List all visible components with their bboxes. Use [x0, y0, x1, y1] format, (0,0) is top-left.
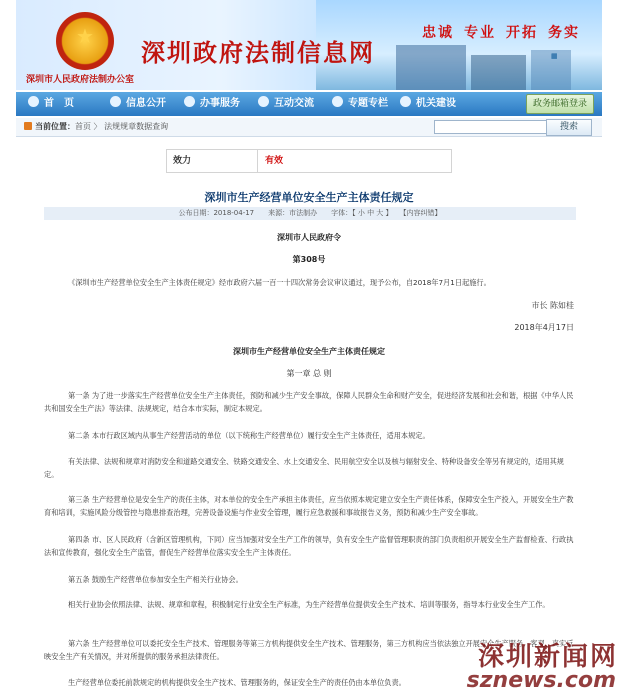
article-paragraph: 有关法律、法规和规章对消防安全和道路交通安全、铁路交通安全、水上交通安全、民用航空安全以及核与辐射安全、特种设备安全等另有规定的，适用其规定。	[44, 457, 564, 479]
article-paragraph: 第五条 鼓励生产经营单位参加安全生产相关行业协会。	[68, 575, 243, 584]
sznews-watermark: 深圳新闻网 sznews.com	[466, 642, 618, 693]
nav-organization[interactable]: 机关建设	[400, 92, 456, 116]
order-number: 第308号	[292, 255, 326, 264]
document-meta: 公布日期：2018-04-17 来源：市法制办 字体：【 小 中 大 】 【内容纠错】	[44, 207, 576, 220]
article-paragraph: 相关行业协会依照法律、法规、规章和章程，积极制定行业安全生产标准，为生产经营单位提供安全生产技术、培训等服务，指导本行业安全生产工作。	[68, 600, 550, 609]
nav-home[interactable]: 首 页	[28, 92, 74, 116]
article-paragraph: 第三条 生产经营单位是安全生产的责任主体，对本单位的安全生产承担主体责任，应当依照本规定建立安全生产责任体系，保障安全生产投入，开展安全生产教育和培训，实施风险分级管控与隐患排查治理，完善设备设施与作业安全管理，履行应急救援和事故报告义务，预防和减少生产安全事故。	[44, 495, 574, 517]
service-icon	[184, 96, 195, 107]
building-icon	[400, 96, 411, 107]
home-icon	[28, 96, 39, 107]
status-box	[166, 149, 452, 173]
intro-paragraph: 《深圳市生产经营单位安全生产主体责任规定》经市政府六届一百一十四次常务会议审议通过，现予公布，自2018年7月1日起施行。	[68, 278, 491, 287]
article-paragraph: 第一条 为了进一步落实生产经营单位安全生产主体责任，预防和减少生产安全事故，保障人民群众生命和财产安全，促进经济发展和社会和谐，根据《中华人民共和国安全生产法》等法律、法规规定，结合本市实际，制定本规定。	[44, 391, 574, 413]
status-label: 效力	[167, 150, 258, 172]
national-emblem-icon: ★	[56, 12, 114, 70]
search-button[interactable]: 搜索	[546, 119, 592, 136]
skyline-building	[396, 45, 466, 90]
sign-date: 2018年4月17日	[514, 323, 574, 332]
site-banner	[16, 0, 602, 90]
site-title: 深圳政府法制信息网	[141, 39, 375, 67]
issuer: 深圳市人民政府令	[277, 233, 341, 242]
status-value: 有效	[265, 156, 284, 166]
gov-mail-login-button[interactable]: 政务邮箱登录	[526, 94, 594, 114]
breadcrumb-home-link[interactable]: 首页	[75, 122, 91, 131]
article-paragraph: 第四条 市、区人民政府（含新区管理机构，下同）应当加强对安全生产工作的领导，负有安全生产监督管理职责的部门负责组织开展安全生产监督检查、行政执法和宣传教育，强化安全生产监管，督促生产经营单位落实安全生产主体责任。	[44, 535, 574, 557]
document-title: 深圳市生产经营单位安全生产主体责任规定	[204, 191, 414, 204]
chapter-heading: 第一章 总 则	[286, 369, 332, 378]
search-input[interactable]	[434, 120, 548, 134]
article-paragraph: 第六条 生产经营单位可以委托安全生产技术、管理服务等第三方机构提供安全生产技术、管理服务，第三方机构应当依法独立开展安全生产服务，客观、真实反映安全生产有关情况，并对所提供的服务承担法律责任。	[44, 639, 574, 661]
location-icon	[24, 122, 32, 130]
article-paragraph: 生产经营单位委托前款规定的机构提供安全生产技术、管理服务的，保证安全生产的责任仍由本单位负责。	[68, 678, 406, 687]
topic-icon	[332, 96, 343, 107]
nav-info-disclosure[interactable]: 信息公开	[110, 92, 166, 116]
breadcrumb-current[interactable]: 法规规章数据查询	[104, 122, 169, 131]
info-icon	[110, 96, 121, 107]
nav-interaction[interactable]: 互动交流	[258, 92, 314, 116]
nav-services[interactable]: 办事服务	[184, 92, 240, 116]
nav-topics[interactable]: 专题专栏	[332, 92, 388, 116]
chat-icon	[258, 96, 269, 107]
main-nav	[16, 92, 602, 116]
regulation-subtitle: 深圳市生产经营单位安全生产主体责任规定	[233, 347, 385, 356]
page-frame	[16, 0, 602, 694]
signatory: 市长 陈如桂	[531, 301, 574, 310]
skyline-building	[471, 55, 526, 90]
breadcrumb-bar	[16, 118, 602, 137]
breadcrumb: 当前位置：首页 〉 法规规章数据查询	[24, 118, 168, 136]
department-name: 深圳市人民政府法制办公室	[26, 75, 135, 85]
slogan: 忠诚 专业 开拓 务实	[422, 25, 580, 41]
article-paragraph: 第二条 本市行政区域内从事生产经营活动的单位（以下统称生产经营单位）履行安全生产主体责任，适用本规定。	[68, 431, 430, 440]
mini-logo-icon: ▦	[551, 52, 558, 60]
